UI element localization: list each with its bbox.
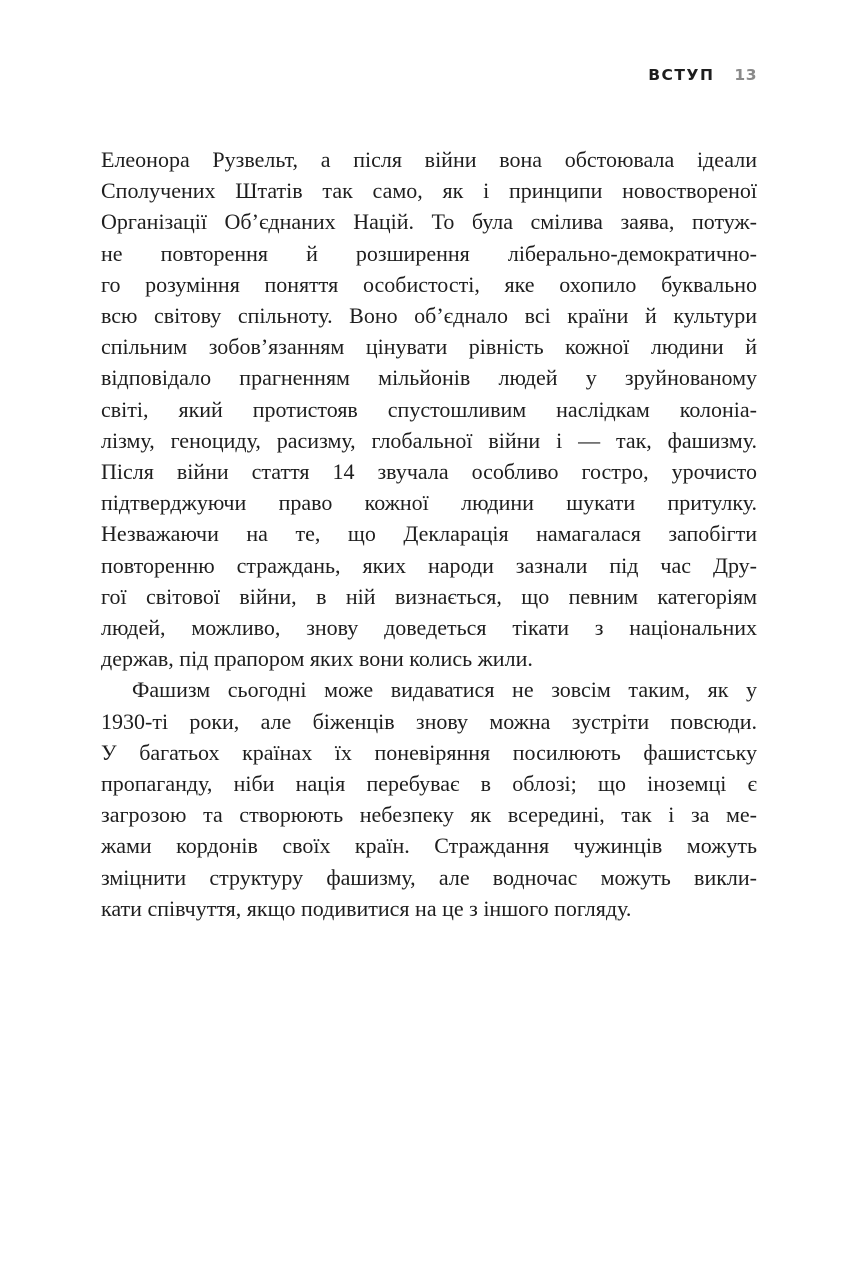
text-line: го розуміння поняття особистості, яке охопило буквально	[101, 271, 757, 297]
text-line: Фашизм сьогодні може видаватися не зовсім таким, як у	[132, 677, 757, 703]
text-line: Елеонора Рузвельт, а після війни вона обстоювала ідеали	[101, 147, 757, 172]
text-line: підтверджуючи право кожної людини шукати притулку.	[101, 490, 757, 516]
text-line: кати співчуття, якщо подивитися на це з іншого погляду.	[101, 895, 632, 921]
paragraph-1	[101, 144, 757, 674]
text-line: спільним зобов’язанням цінувати рівність кожної людини й	[101, 334, 757, 360]
text-line: зміцнити структуру фашизму, але водночас можуть викли-	[101, 864, 757, 890]
text-line: всю світову спільноту. Воно об’єднало всі країни й культури	[101, 303, 757, 329]
text-line: Після війни стаття 14 звучала особливо гостро, урочисто	[101, 459, 757, 485]
text-line: людей, можливо, знову доведеться тікати з національних	[101, 615, 757, 641]
text-line: пропаганду, ніби нація перебуває в облозі; що іноземці є	[101, 771, 757, 797]
text-line: не повторення й розширення ліберально-демократично-	[101, 240, 757, 266]
text-line: відповідало прагненням мільйонів людей у зруйнованому	[101, 365, 757, 391]
text-line: гої світової війни, в ній визнається, що певним категоріям	[101, 583, 757, 609]
text-line: 1930-ті роки, але біженців знову можна зустріти повсюди.	[101, 708, 757, 734]
page-number: 13	[734, 66, 757, 84]
text-line: лізму, геноциду, расизму, глобальної війни і — так, фашизму.	[101, 427, 757, 453]
text-line: повторенню страждань, яких народи зазнали під час Дру-	[101, 552, 757, 578]
body-text	[101, 144, 757, 924]
text-line: Незважаючи на те, що Декларація намагалася запобігти	[101, 521, 757, 547]
section-title: ВСТУП	[648, 66, 715, 84]
text-line: Організації Об’єднаних Націй. То була смілива заява, потуж-	[101, 209, 757, 235]
running-header	[648, 66, 757, 84]
text-line: загрозою та створюють небезпеку як всередині, так і за ме-	[101, 802, 757, 828]
text-line: світі, який протистояв спустошливим наслідкам колоніа-	[101, 396, 757, 422]
paragraph-2	[101, 674, 757, 924]
text-line: держав, під прапором яких вони колись жили.	[101, 646, 533, 672]
text-line: жами кордонів своїх країн. Страждання чужинців можуть	[101, 833, 757, 859]
text-line: Сполучених Штатів так само, як і принципи новоствореної	[101, 178, 757, 204]
text-line: У багатьох країнах їх поневіряння посилюють фашистську	[101, 739, 757, 765]
